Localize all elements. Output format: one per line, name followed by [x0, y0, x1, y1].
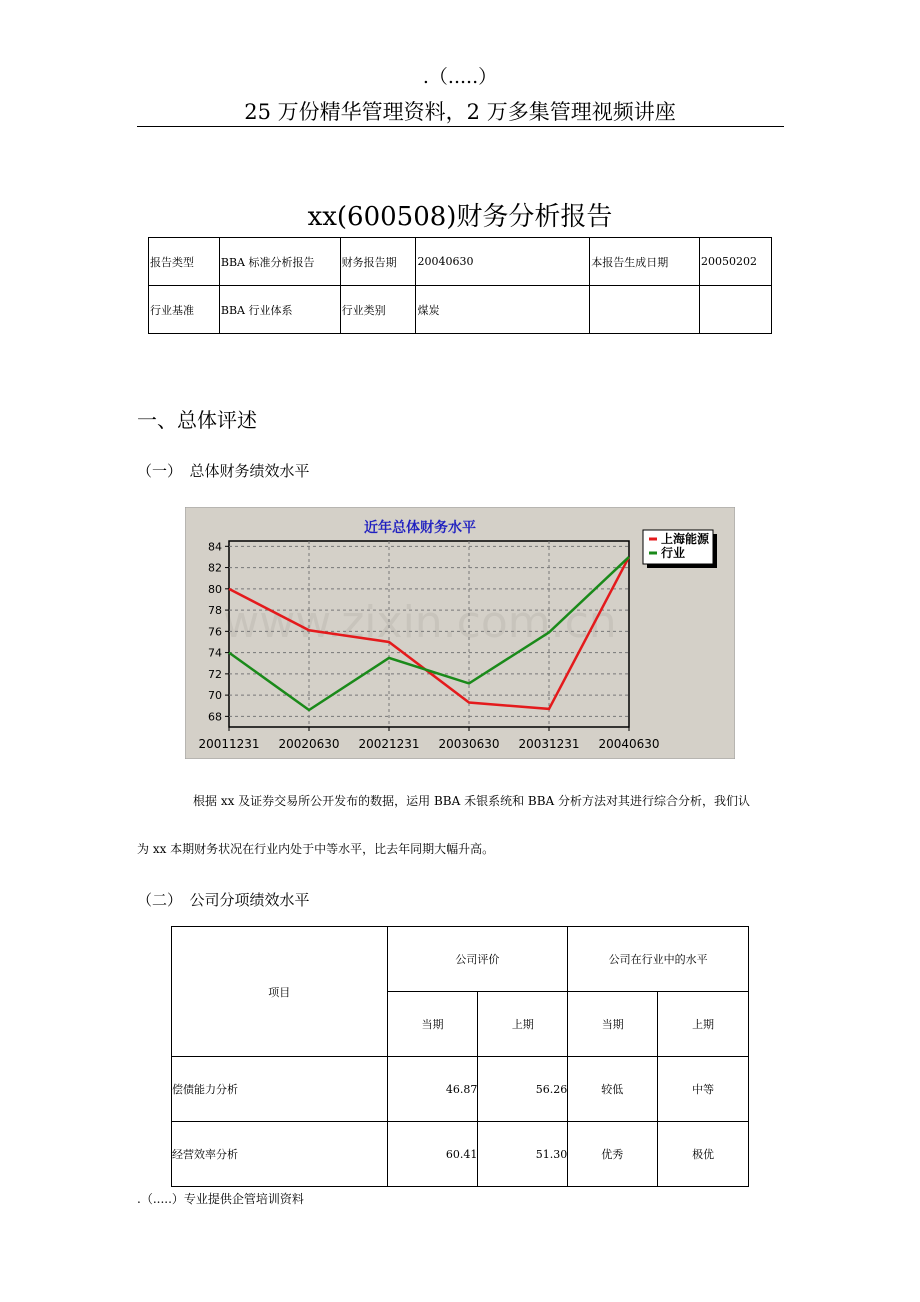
performance-table [171, 926, 749, 1187]
row-current-level: 较低 [568, 1057, 658, 1122]
info-cell: 行业类别 [340, 286, 416, 334]
header-current-level: 当期 [568, 992, 658, 1057]
info-cell: 行业基准 [149, 286, 220, 334]
chart-legend [643, 530, 717, 568]
header-previous-level: 上期 [658, 992, 749, 1057]
row-current-score: 60.41 [387, 1122, 478, 1187]
row-item: 偿债能力分析 [172, 1057, 388, 1122]
info-cell: 煤炭 [416, 286, 590, 334]
page-footer: .（.....）专业提供企管培训资料 [137, 1192, 304, 1206]
paragraph-line-2: 为 xx 本期财务状况在行业内处于中等水平，比去年同期大幅升高。 [137, 842, 495, 856]
info-cell: BBA 行业体系 [219, 286, 340, 334]
row-previous-score: 56.26 [478, 1057, 568, 1122]
x-tick-label: 20021231 [358, 737, 420, 751]
table-row [172, 1057, 749, 1122]
y-tick-label: 80 [208, 582, 222, 596]
chart-title: 近年总体财务水平 [364, 520, 476, 536]
overall-performance-chart [185, 507, 735, 759]
y-tick-label: 78 [208, 604, 222, 618]
x-tick-label: 20020630 [278, 737, 340, 751]
header-item: 项目 [172, 927, 388, 1057]
document-title: xx(600508)财务分析报告 [307, 202, 613, 232]
info-cell: 20040630 [416, 238, 590, 286]
y-tick-label: 84 [208, 540, 222, 554]
watermark-text: www.zixin.com.cn [223, 597, 617, 648]
row-item: 经营效率分析 [172, 1122, 388, 1187]
row-current-level: 优秀 [568, 1122, 658, 1187]
header-divider [137, 126, 784, 127]
info-cell: 报告类型 [149, 238, 220, 286]
row-previous-score: 51.30 [478, 1122, 568, 1187]
header-subtitle: 25 万份精华管理资料，2 万多集管理视频讲座 [244, 100, 676, 124]
legend-label-2: 行业 [661, 546, 686, 560]
x-tick-label: 20040630 [598, 737, 660, 751]
header-industry-level: 公司在行业中的水平 [568, 927, 749, 992]
y-tick-label: 68 [208, 710, 222, 724]
legend-label-1: 上海能源 [661, 532, 710, 546]
y-tick-label: 76 [208, 625, 222, 639]
section-heading: 一、总体评述 [137, 408, 257, 432]
info-cell [699, 286, 771, 334]
y-tick-label: 72 [208, 667, 222, 681]
table-row [172, 1122, 749, 1187]
header-previous: 上期 [478, 992, 568, 1057]
y-tick-label: 82 [208, 561, 222, 575]
y-tick-label: 70 [208, 689, 222, 703]
info-cell: 20050202 [699, 238, 771, 286]
row-previous-level: 极优 [658, 1122, 749, 1187]
info-cell: 财务报告期 [340, 238, 416, 286]
info-cell: BBA 标准分析报告 [219, 238, 340, 286]
y-tick-label: 74 [208, 646, 222, 660]
report-info-table [148, 237, 772, 334]
header-top-line: .（.....） [422, 66, 498, 88]
row-previous-level: 中等 [658, 1057, 749, 1122]
perf-header-row-1 [172, 927, 749, 992]
header-current: 当期 [387, 992, 478, 1057]
x-tick-label: 20031231 [518, 737, 580, 751]
x-tick-label: 20030630 [438, 737, 500, 751]
info-row-1 [149, 238, 772, 286]
info-cell [590, 286, 700, 334]
info-row-2 [149, 286, 772, 334]
info-cell: 本报告生成日期 [590, 238, 700, 286]
x-tick-label: 20011231 [198, 737, 260, 751]
subsection-heading-overall: （一） 总体财务绩效水平 [137, 462, 310, 480]
paragraph-line-1: 根据 xx 及证券交易所公开发布的数据，运用 BBA 禾银系统和 BBA 分析方法对其进行综合分析，我们认 [193, 794, 751, 808]
header-company-rating: 公司评价 [387, 927, 568, 992]
subsection-heading-items: （二） 公司分项绩效水平 [137, 891, 310, 909]
row-current-score: 46.87 [387, 1057, 478, 1122]
